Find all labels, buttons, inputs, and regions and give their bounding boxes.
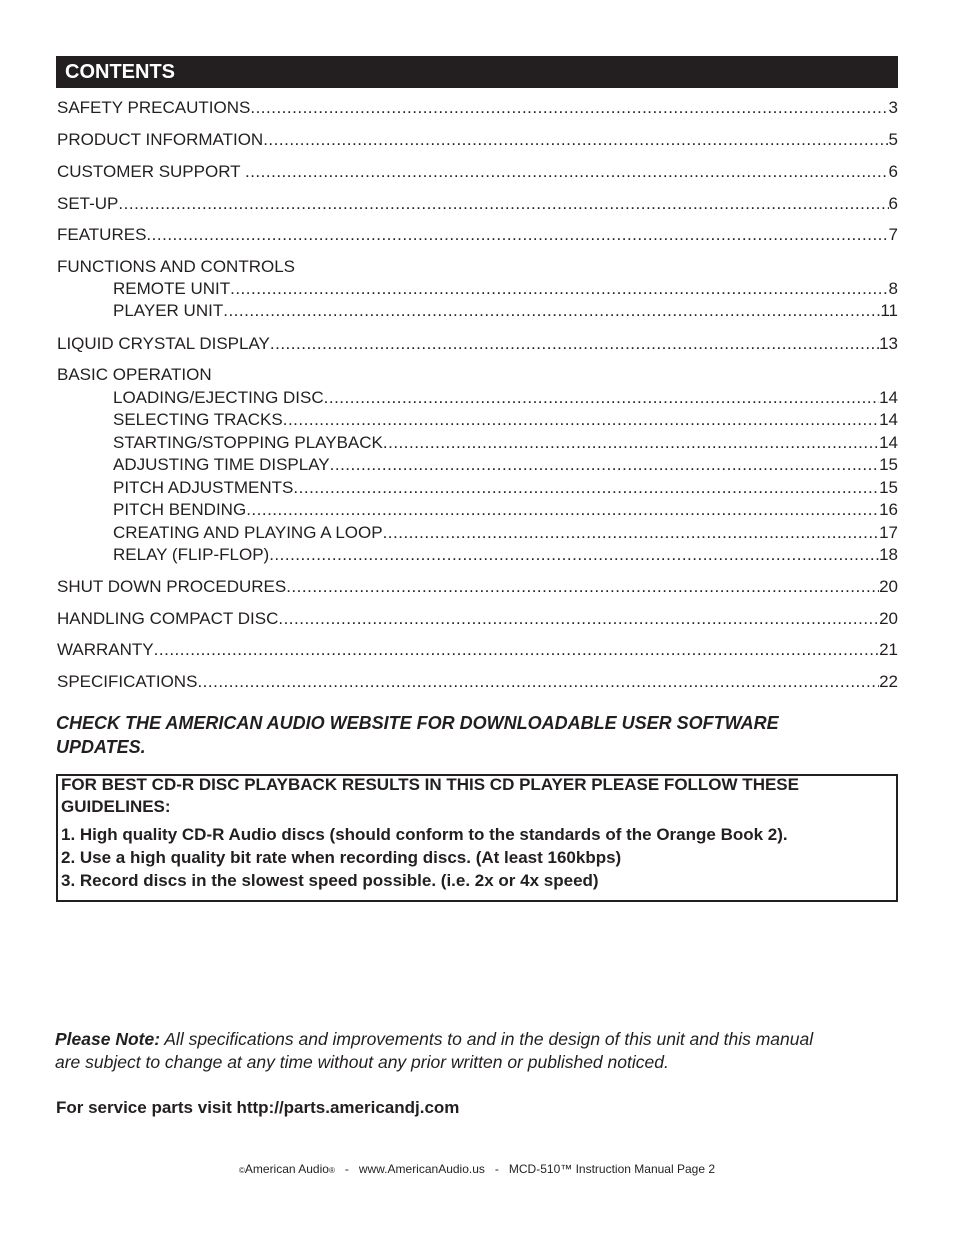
please-note-line-2: are subject to change at any time without any prior written or published noticed. [55, 1052, 669, 1072]
guideline-item: 3. Record discs in the slowest speed possible. (i.e. 2x or 4x speed) [61, 871, 599, 890]
toc-leader-dots [278, 608, 879, 630]
service-parts-link-text: For service parts visit http://parts.americandj.com [56, 1098, 460, 1117]
toc-leader-dots [223, 300, 880, 322]
toc-entry-title: PRODUCT INFORMATION [57, 130, 264, 149]
toc-entry-page: 15 [879, 478, 898, 497]
toc-leader-dots [269, 544, 879, 566]
toc-entry-title: REMOTE UNIT [113, 279, 231, 298]
toc-entry-page: 20 [879, 609, 898, 628]
toc-entry-pitch-adjustments[interactable] [113, 477, 898, 499]
toc-entry-title: RELAY (FLIP-FLOP) [113, 545, 270, 564]
toc-entry-remote-unit[interactable] [113, 278, 898, 300]
toc-entry-page: 5 [888, 130, 898, 149]
toc-entry-title: PITCH ADJUSTMENTS [113, 478, 294, 497]
toc-entry-title: LOADING/EJECTING DISC [113, 388, 324, 407]
notice-line-2: UPDATES. [56, 737, 146, 757]
toc-entry-title: STARTING/STOPPING PLAYBACK [113, 433, 383, 452]
toc-section-title: BASIC OPERATION [57, 365, 212, 384]
notice-line-1: CHECK THE AMERICAN AUDIO WEBSITE FOR DOWNLOADABLE USER SOFTWARE [56, 713, 779, 733]
toc-entry-player-unit[interactable] [113, 300, 898, 322]
guidelines-title [61, 774, 893, 818]
toc-entry-page: 20 [879, 577, 898, 596]
toc-entry-page: 17 [879, 523, 898, 542]
guidelines-title-line-1: FOR BEST CD-R DISC PLAYBACK RESULTS IN THIS CD PLAYER PLEASE FOLLOW THESE [61, 775, 799, 794]
toc-entry-selecting-tracks[interactable] [113, 409, 898, 431]
toc-leader-dots [154, 639, 879, 661]
toc-leader-dots [270, 333, 879, 355]
toc-entry-title: SELECTING TRACKS [113, 410, 283, 429]
toc-entry-set-up[interactable] [57, 193, 898, 215]
toc-entry-title: PITCH BENDING [113, 500, 247, 519]
contents-header [56, 56, 898, 88]
toc-entry-warranty[interactable] [57, 639, 898, 661]
toc-entry-page: 16 [879, 500, 898, 519]
page-footer [0, 1160, 954, 1180]
toc-entry-specifications[interactable] [57, 671, 898, 693]
toc-entry-title: SHUT DOWN PROCEDURES [57, 577, 287, 596]
please-note-line-1: All specifications and improvements to and in the design of this unit and this manual [160, 1029, 814, 1049]
toc-entry-page: 15 [879, 455, 898, 474]
toc-entry-page: 6 [888, 194, 898, 213]
toc-leader-dots [245, 161, 889, 183]
cdr-guidelines-box [56, 774, 898, 902]
guideline-item: 2. Use a high quality bit rate when recording discs. (At least 160kbps) [61, 848, 622, 867]
software-update-notice [56, 711, 898, 759]
toc-entry-page: 14 [879, 433, 898, 452]
toc-entry-title: SAFETY PRECAUTIONS [57, 98, 251, 117]
toc-entry-loading-ejecting-disc[interactable] [113, 387, 898, 409]
toc-entry-page: 3 [888, 98, 898, 117]
footer-brand: American Audio [244, 1162, 329, 1176]
toc-leader-dots [383, 522, 880, 544]
toc-leader-dots [230, 278, 888, 300]
toc-entry-relay-flip-flop[interactable] [113, 544, 898, 566]
please-note-label: Please Note: [55, 1029, 161, 1049]
toc-entry-page: 14 [879, 388, 898, 407]
toc-entry-title: CREATING AND PLAYING A LOOP [113, 523, 383, 542]
please-note-paragraph [55, 1028, 900, 1074]
toc-leader-dots [250, 97, 888, 119]
toc-leader-dots [246, 499, 879, 521]
guidelines-list [61, 823, 893, 892]
toc-leader-dots [383, 432, 879, 454]
toc-entry-page: 6 [888, 162, 898, 181]
toc-leader-dots [293, 477, 879, 499]
toc-entry-customer-support[interactable] [57, 161, 898, 183]
toc-leader-dots [324, 387, 879, 409]
registered-symbol: ® [328, 1166, 335, 1175]
toc-entry-title: HANDLING COMPACT DISC [57, 609, 279, 628]
toc-entry-page: 21 [879, 640, 898, 659]
toc-leader-dots [283, 409, 879, 431]
toc-entry-title: CUSTOMER SUPPORT [57, 162, 245, 181]
toc-entry-page: 22 [879, 672, 898, 691]
toc-entry-adjusting-time-display[interactable] [113, 454, 898, 476]
toc-entry-liquid-crystal-display[interactable] [57, 333, 898, 355]
toc-entry-starting-stopping-playback[interactable] [113, 432, 898, 454]
toc-entry-title: SET-UP [57, 194, 119, 213]
toc-entry-creating-and-playing-a-loop[interactable] [113, 522, 898, 544]
toc-entry-title: LIQUID CRYSTAL DISPLAY [57, 334, 270, 353]
toc-leader-dots [197, 671, 879, 693]
toc-leader-dots [330, 454, 879, 476]
toc-entry-title: PLAYER UNIT [113, 301, 224, 320]
toc-entry-page: 14 [879, 410, 898, 429]
toc-entry-title: ADJUSTING TIME DISPLAY [113, 455, 330, 474]
toc-entry-features[interactable] [57, 224, 898, 246]
contents-title: CONTENTS [65, 61, 175, 83]
toc-entry-title: FEATURES [57, 225, 147, 244]
toc-entry-page: 18 [879, 545, 898, 564]
toc-entry-page: 7 [888, 225, 898, 244]
copyright-symbol: © [238, 1166, 245, 1175]
toc-entry-product-information[interactable] [57, 129, 898, 151]
toc-entry-title: WARRANTY [57, 640, 154, 659]
footer-details: - www.AmericanAudio.us - MCD-510™ Instruction Manual Page 2 [334, 1162, 715, 1176]
guidelines-title-line-2: GUIDELINES: [61, 797, 171, 816]
toc-entry-shut-down-procedures[interactable] [57, 576, 898, 598]
toc-leader-dots [146, 224, 888, 246]
toc-entry-page: 11 [880, 301, 898, 320]
guideline-item: 1. High quality CD-R Audio discs (should conform to the standards of the Orange Book 2). [61, 825, 788, 844]
toc-entry-title: SPECIFICATIONS [57, 672, 198, 691]
toc-leader-dots [118, 193, 888, 215]
toc-entry-page: 8 [888, 279, 898, 298]
toc-entry-page: 13 [879, 334, 898, 353]
toc-entry-safety-precautions[interactable] [57, 97, 898, 119]
toc-leader-dots [263, 129, 888, 151]
toc-entry-pitch-bending[interactable] [113, 499, 898, 521]
toc-section-basic-operation [57, 364, 898, 386]
toc-section-title: FUNCTIONS AND CONTROLS [57, 257, 296, 276]
toc-entry-handling-compact-disc[interactable] [57, 608, 898, 630]
toc-section-functions-and-controls [57, 256, 898, 278]
toc-leader-dots [286, 576, 879, 598]
